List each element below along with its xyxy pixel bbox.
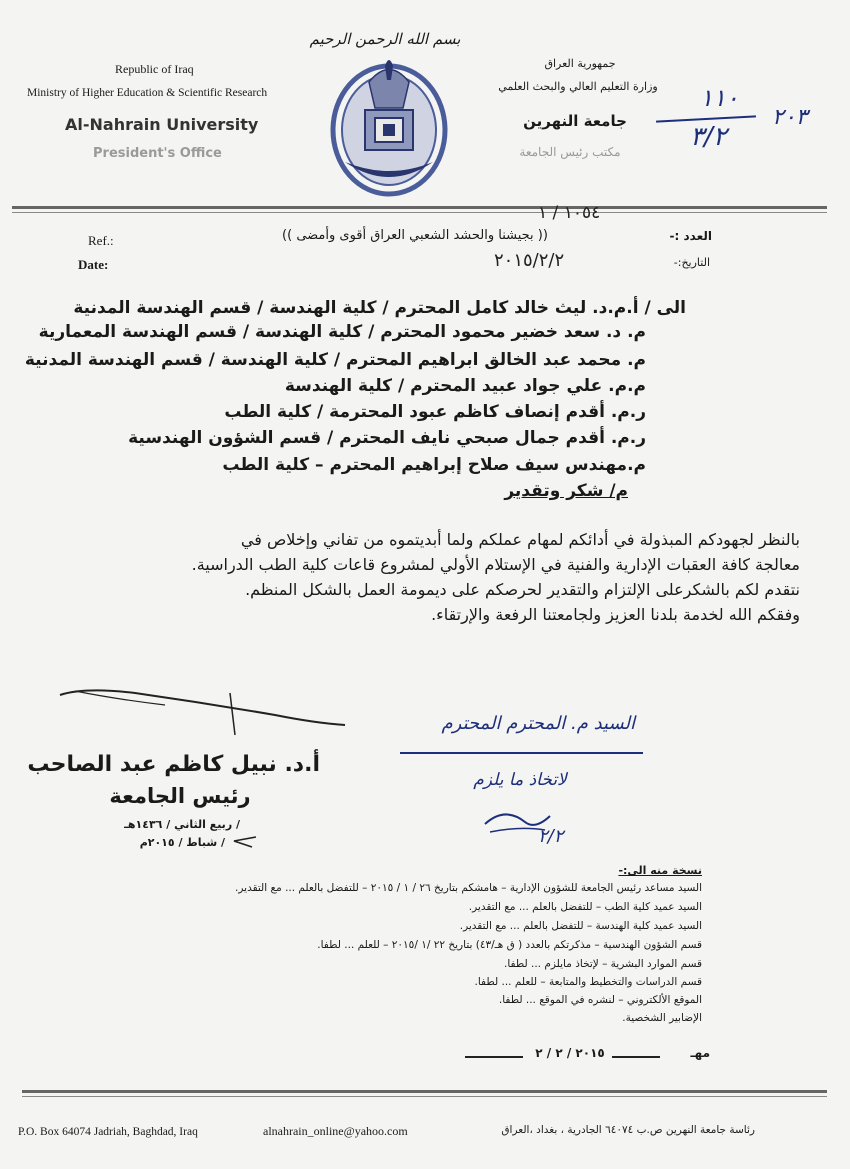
recipient-line-5: ر.م. أقدم إنصاف كاظم عبود المحترمة / كلية الطب	[224, 402, 646, 422]
copies-line-5: قسم الموارد البشرية – لإتخاذ مايلزم ... لطفا.	[503, 958, 702, 970]
recipient-line-7: م.مهندس سيف صلاح إبراهيم المحترم – كلية الطب	[222, 455, 646, 475]
header-divider-bottom	[12, 212, 827, 213]
document-date: ٢٠١٥/٢/٢	[494, 250, 565, 271]
recipient-line-3: م. محمد عبد الخالق ابراهيم المحترم / كلية الهندسة / قسم الهندسة المدنية	[24, 350, 646, 370]
header-en-ministry: Ministry of Higher Education & Scientific Research	[27, 87, 268, 99]
header-ar-republic: جمهورية العراق	[544, 57, 616, 70]
copies-line-4: قسم الشؤون الهندسية – مذكرتكم بالعدد ( ق هـ/٤٣) بتاريخ ٢٢ /١ /٢٠١٥ – للعلم ... لطفا.	[317, 939, 702, 951]
footer-address-en: P.O. Box 64074 Jadriah, Baghdad, Iraq	[18, 1126, 198, 1138]
margin-note-addressee: السيد م. المحترم المحترم	[441, 713, 635, 734]
hijri-date: / ربيع الثاني / ١٤٣٦هـ	[124, 818, 240, 831]
body-line-2: معالجة كافة العقبات الإدارية والفنية في الإستلام الأولي لمشروع قاعات كلية الطب الدراسية.	[191, 555, 800, 574]
document-number: ١٠٥٤ / ١	[538, 203, 601, 223]
body-line-1: بالنظر لجهودكم المبذولة في أدائكم لمهام عملكم ولما أبديتموه من تفاني وإخلاص في	[240, 530, 800, 549]
margin-note-date: ٢/٢	[538, 826, 564, 847]
copies-line-3: السيد عميد كلية الهندسة – للتفضل بالعلم ... مع التقدير.	[459, 920, 702, 932]
header-ar-university: جامعة النهرين	[523, 112, 627, 130]
header-divider-top	[12, 206, 827, 209]
footer-divider-bottom	[22, 1096, 827, 1097]
number-label: العدد :-	[669, 229, 712, 243]
ref-label: Ref.:	[88, 233, 114, 248]
copies-line-1: السيد مساعد رئيس الجامعة للشؤون الإدارية – هامشكم بتاريخ ٢٦ / ١ / ٢٠١٥ – للتفضل بالعلم ... مع التقدير.	[235, 882, 702, 894]
date-label-ar: التاريخ:-	[673, 256, 710, 269]
header-en-university: Al-Nahrain University	[65, 115, 259, 134]
university-logo-icon	[325, 52, 453, 206]
copies-initials: مهـ	[690, 1046, 710, 1060]
basmala: بسم الله الرحمن الرحيم	[309, 30, 461, 48]
header-en-office: President's Office	[93, 146, 222, 161]
recipient-line-6: ر.م. أقدم جمال صبحي نايف المحترم / قسم الشؤون الهندسية	[128, 428, 646, 448]
signatory-title: رئيس الجامعة	[109, 784, 251, 808]
footer-divider-top	[22, 1090, 827, 1093]
signatory-name: أ.د. نبيل كاظم عبد الصاحب	[27, 752, 320, 777]
copies-line-7: الموقع الألكتروني – لنشره في الموقع ... لطفا.	[498, 994, 702, 1006]
corner-note-number: ١١٠	[700, 84, 739, 112]
copies-date-line	[465, 1056, 523, 1058]
copies-line-6: قسم الدراسات والتخطيط والمتابعة – للعلم ... لطفا.	[474, 976, 702, 988]
copies-line-8: الإضابير الشخصية.	[622, 1012, 702, 1024]
body-line-3: نتقدم لكم بالشكرعلى الإلتزام والتقدير لحرصكم على ديمومة العمل بالشكل المنظم.	[245, 580, 800, 599]
header-ar-ministry: وزارة التعليم العالي والبحث العلمي	[498, 80, 658, 93]
copies-date: ٢٠١٥ / ٢ / ٢	[535, 1046, 605, 1060]
subject-line: م/ شكر وتقدير	[504, 481, 628, 501]
header-ar-office: مكتب رئيس الجامعة	[519, 145, 621, 159]
footer-address-ar: رئاسة جامعة النهرين ص.ب ٦٤٠٧٤ الجادرية ، بغداد ،العراق	[501, 1124, 755, 1136]
date-label: Date:	[78, 257, 109, 272]
gregorian-date: / شباط / ٢٠١٥م	[139, 836, 225, 849]
margin-note-underline	[400, 752, 643, 754]
recipient-line-2: م. د. سعد خضير محمود المحترم / كلية الهندسة / قسم الهندسة المعمارية	[38, 322, 646, 342]
corner-note-side: ٢٠٣	[772, 105, 808, 130]
recipient-line-1: الى / أ.م.د. ليث خالد كامل المحترم / كلية الهندسة / قسم الهندسة المدنية	[73, 298, 686, 318]
header-en-republic: Republic of Iraq	[115, 62, 194, 76]
body-line-4: وفقكم الله لخدمة بلدنا العزيز ولجامعتنا الرفعة والإرتقاء.	[431, 605, 800, 624]
president-signature-icon	[55, 685, 355, 759]
corner-note-fraction: ٣/٢	[690, 122, 727, 152]
copies-line-2: السيد عميد كلية الطب – للتفضل بالعلم ... مع التقدير.	[468, 901, 702, 913]
slogan: (( بجيشنا والحشد الشعبي العراق أقوى وأمضى ))	[282, 228, 548, 243]
margin-note-action: لاتخاذ ما يلزم	[473, 770, 567, 790]
copies-initials-line	[612, 1056, 660, 1058]
recipient-line-4: م.م. علي جواد عبيد المحترم / كلية الهندسة	[284, 376, 646, 396]
footer-email: alnahrain_online@yahoo.com	[263, 1124, 408, 1138]
copies-heading: نسخة منه الى:-	[618, 864, 702, 877]
date-scribble-icon	[228, 833, 258, 857]
